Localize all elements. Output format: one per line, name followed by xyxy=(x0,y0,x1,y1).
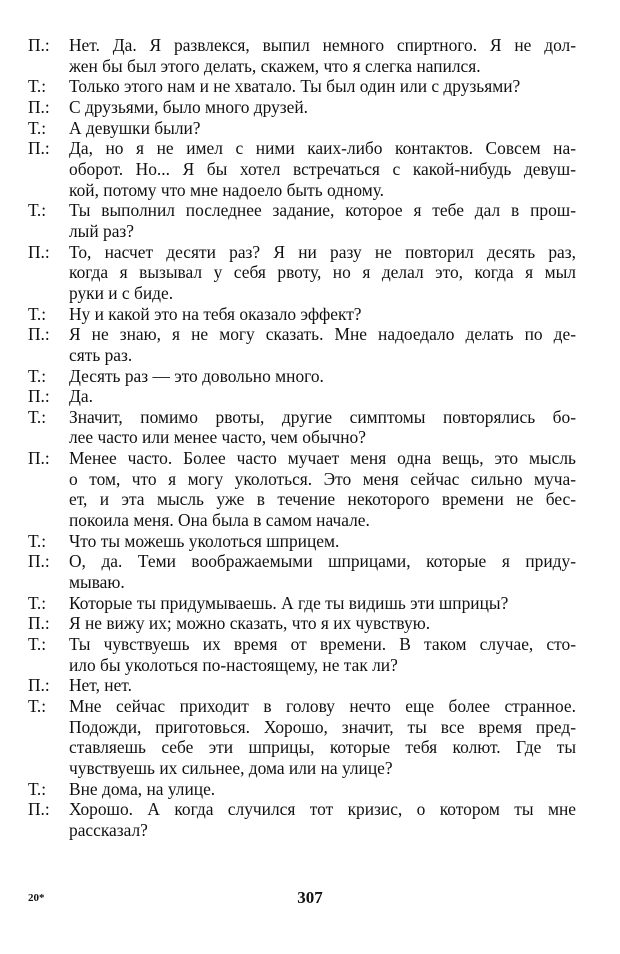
text-line: ставляешь себе эти шприцы, которые тебя колют. Где ты xyxy=(69,737,576,758)
dialogue-turn xyxy=(28,76,576,97)
text-line: лый раз? xyxy=(69,220,135,241)
dialogue-turn xyxy=(28,366,576,387)
dialogue-turn xyxy=(28,35,576,76)
text-line: ет, и эта мысль уже в течение некоторого времени не бес- xyxy=(69,489,576,510)
text-line: Да, но я не имел с ними каих-либо контактов. Совсем на- xyxy=(69,138,576,159)
text-line: когда я вызывал у себя рвоту, но я делал это, когда я мыл xyxy=(69,262,576,283)
text-line: сять раз. xyxy=(69,344,133,365)
dialogue-turn xyxy=(28,779,576,800)
page-footer xyxy=(0,888,620,908)
dialogue-turn xyxy=(28,593,576,614)
text-line: Ты чувствуешь их время от времени. В таком случае, сто- xyxy=(69,634,576,655)
dialogue-turn xyxy=(28,696,576,779)
speaker-label: П.: xyxy=(28,324,50,345)
text-line: А девушки были? xyxy=(69,117,201,138)
dialogue-turn xyxy=(28,448,576,531)
utterance-text xyxy=(69,366,576,387)
dialogue-turn xyxy=(28,200,576,241)
text-line: чувствуешь их сильнее, дома или на улице? xyxy=(69,757,393,778)
text-line: Что ты можешь уколоться шприцем. xyxy=(69,530,340,551)
page-number: 307 xyxy=(297,888,323,907)
speaker-label: П.: xyxy=(28,551,50,572)
speaker-label: П.: xyxy=(28,138,50,159)
dialogue-turn xyxy=(28,386,576,407)
utterance-text xyxy=(69,799,576,840)
speaker-label: П.: xyxy=(28,96,50,117)
speaker-label: Т.: xyxy=(28,303,47,324)
speaker-label: Т.: xyxy=(28,634,47,655)
dialogue-turn xyxy=(28,97,576,118)
speaker-label: Т.: xyxy=(28,76,47,97)
text-line: ило бы уколоться по-настоящему, не так ли? xyxy=(69,654,398,675)
dialogue-turn xyxy=(28,324,576,365)
text-line: Мне сейчас приходит в голову нечто еще более странное. xyxy=(69,696,576,716)
speaker-label: Т.: xyxy=(28,778,47,799)
utterance-text xyxy=(69,118,576,139)
utterance-text xyxy=(69,779,576,800)
dialogue-turn xyxy=(28,304,576,325)
speaker-label: П.: xyxy=(28,675,50,696)
speaker-label: П.: xyxy=(28,35,50,55)
utterance-text xyxy=(69,593,576,614)
speaker-label: П.: xyxy=(28,799,50,820)
text-line: Вне дома, на улице. xyxy=(69,778,216,799)
text-line: То, насчет десяти раз? Я ни разу не повторил десять раз, xyxy=(69,241,576,262)
text-line: Я не знаю, я не могу сказать. Мне надоедало делать по де- xyxy=(69,324,576,345)
text-line: Подожди, приготовься. Хорошо, значит, ты все время пред- xyxy=(69,716,576,737)
text-line: Которые ты придумываешь. А где ты видишь эти шприцы? xyxy=(69,592,509,613)
speaker-label: Т.: xyxy=(28,696,47,716)
dialogue-transcript xyxy=(28,35,576,841)
utterance-text xyxy=(69,200,576,241)
text-line: Хорошо. А когда случился тот кризис, о котором ты мне xyxy=(69,799,576,820)
text-line: Я не вижу их; можно сказать, что я их чувствую. xyxy=(69,613,431,634)
utterance-text xyxy=(69,551,576,592)
dialogue-turn xyxy=(28,551,576,592)
utterance-text xyxy=(69,407,576,448)
utterance-text xyxy=(69,531,576,552)
utterance-text xyxy=(69,35,576,76)
speaker-label: П.: xyxy=(28,613,50,634)
text-line: Да. xyxy=(69,386,93,407)
printer-signature-mark: 20* xyxy=(28,892,45,904)
utterance-text xyxy=(69,696,576,779)
utterance-text xyxy=(69,675,576,696)
speaker-label: Т.: xyxy=(28,365,47,386)
speaker-label: Т.: xyxy=(28,117,47,138)
text-line: лее часто или менее часто, чем обычно? xyxy=(69,427,366,448)
dialogue-turn xyxy=(28,675,576,696)
text-line: Нет. Да. Я развлекся, выпил немного спиртного. Я не дол- xyxy=(69,35,576,55)
text-line: руки и с биде. xyxy=(69,282,174,303)
text-line: С друзьями, было много друзей. xyxy=(69,96,309,117)
utterance-text xyxy=(69,613,576,634)
dialogue-turn xyxy=(28,634,576,675)
speaker-label: П.: xyxy=(28,448,50,469)
text-line: Только этого нам и не хватало. Ты был один или с друзьями? xyxy=(69,76,521,97)
text-line: Ты выполнил последнее задание, которое я тебе дал в прош- xyxy=(69,200,576,221)
dialogue-turn xyxy=(28,242,576,304)
utterance-text xyxy=(69,242,576,304)
utterance-text xyxy=(69,138,576,200)
text-line: жен бы был этого делать, скажем, что я слегка напился. xyxy=(69,55,481,76)
utterance-text xyxy=(69,448,576,531)
speaker-label: Т.: xyxy=(28,200,47,221)
text-line: покоила меня. Она была в самом начале. xyxy=(69,510,370,531)
text-line: Значит, помимо рвоты, другие симптомы повторялись бо- xyxy=(69,406,576,427)
utterance-text xyxy=(69,76,576,97)
speaker-label: Т.: xyxy=(28,406,47,427)
utterance-text xyxy=(69,324,576,365)
speaker-label: Т.: xyxy=(28,530,47,551)
utterance-text xyxy=(69,304,576,325)
text-line: рассказал? xyxy=(69,819,148,840)
utterance-text xyxy=(69,386,576,407)
dialogue-turn xyxy=(28,138,576,200)
text-line: Менее часто. Более часто мучает меня одна вещь, это мысль xyxy=(69,448,576,469)
text-line: О, да. Теми воображаемыми шприцами, которые я приду- xyxy=(69,551,576,572)
text-line: Нет, нет. xyxy=(69,675,132,696)
dialogue-turn xyxy=(28,118,576,139)
utterance-text xyxy=(69,97,576,118)
text-line: о том, что я могу уколоться. Это меня сейчас сильно муча- xyxy=(69,468,576,489)
dialogue-turn xyxy=(28,407,576,448)
text-line: оборот. Но... Я бы хотел встречаться с какой-нибудь девуш- xyxy=(69,158,576,179)
dialogue-turn xyxy=(28,613,576,634)
speaker-label: Т.: xyxy=(28,592,47,613)
text-line: мываю. xyxy=(69,572,125,593)
speaker-label: П.: xyxy=(28,386,50,407)
dialogue-turn xyxy=(28,531,576,552)
speaker-label: П.: xyxy=(28,241,50,262)
dialogue-turn xyxy=(28,799,576,840)
text-line: кой, потому что мне надоело быть одному. xyxy=(69,179,385,200)
text-line: Ну и какой это на тебя оказало эффект? xyxy=(69,303,362,324)
text-line: Десять раз — это довольно много. xyxy=(69,365,324,386)
utterance-text xyxy=(69,634,576,675)
